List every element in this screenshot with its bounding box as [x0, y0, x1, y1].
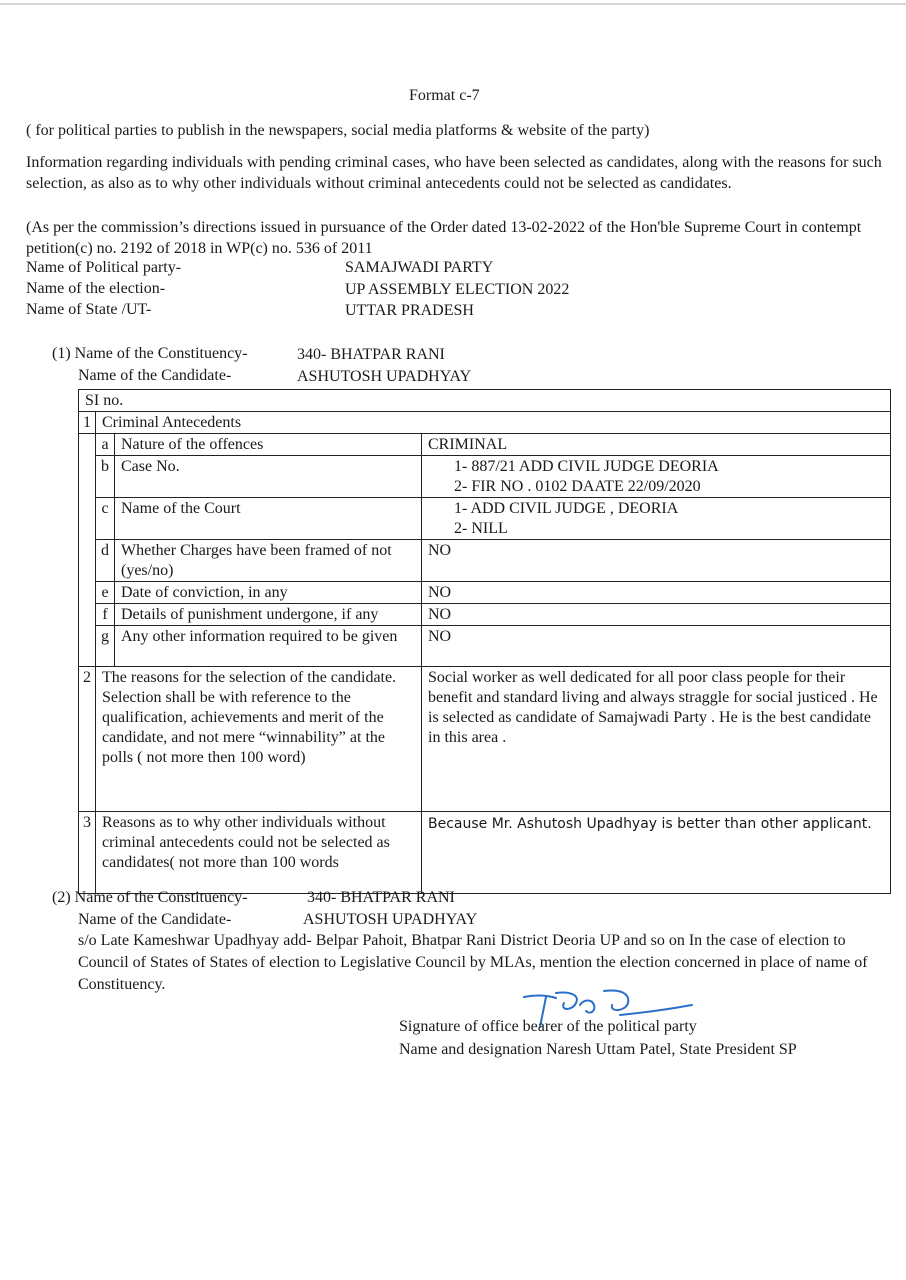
- list-item: 2- NILL: [454, 520, 508, 537]
- list-item: 1- ADD CIVIL JUDGE , DEORIA: [454, 500, 679, 517]
- table-row: [79, 412, 891, 434]
- row-letter: a: [96, 434, 115, 456]
- state-value: UTTAR PRADESH: [345, 302, 474, 319]
- state-label: Name of State /UT-: [26, 301, 152, 318]
- row-value: NO: [422, 626, 891, 667]
- table-row: [79, 667, 891, 812]
- table-row: [79, 604, 891, 626]
- constituency-value-2: 340- BHATPAR RANI: [307, 889, 455, 906]
- row-letter: b: [96, 456, 115, 498]
- table-row: [79, 434, 891, 456]
- section-title: Criminal Antecedents: [96, 412, 891, 434]
- row-letter: d: [96, 540, 115, 582]
- row-value: CRIMINAL: [422, 434, 891, 456]
- format-title: Format c-7: [409, 87, 480, 104]
- list-item: 1- 887/21 ADD CIVIL JUDGE DEORIA: [454, 458, 719, 475]
- list-item: 2- FIR NO . 0102 DAATE 22/09/2020: [454, 478, 701, 495]
- selection-reason-label: The reasons for the selection of the candidate. Selection shall be with reference to the qualification, achievements and merit of the candidate, and not mere “winnability” at the polls ( not more then 100 word): [96, 667, 422, 812]
- name-designation: Name and designation Naresh Uttam Patel, State President SP: [399, 1041, 797, 1058]
- table-row: [79, 626, 891, 667]
- table-header-row: [79, 390, 891, 412]
- party-label: Name of Political party-: [26, 259, 182, 276]
- election-label: Name of the election-: [26, 280, 166, 297]
- directions-paragraph: (As per the commission’s directions issued in pursuance of the Order dated 13-02-2022 of the Hon'ble Supreme Court in contempt petition(c) no. 2192 of 2018 in WP(c) no. 536 of 2011: [26, 219, 862, 257]
- others-reason-label: Reasons as to why other individuals without criminal antecedents could not be selected as candidates( not more than 100 words: [96, 812, 422, 894]
- purpose-note: ( for political parties to publish in the newspapers, social media platforms & website of the party): [26, 122, 650, 139]
- constituency-label-1: (1) Name of the Constituency-: [52, 345, 248, 362]
- row-number: 1: [79, 412, 96, 434]
- criminal-antecedents-table: [78, 389, 891, 894]
- row-letter: e: [96, 582, 115, 604]
- constituency-value-1: 340- BHATPAR RANI: [297, 346, 445, 363]
- row-value: NO: [422, 582, 891, 604]
- row-value: NO: [422, 604, 891, 626]
- information-paragraph: Information regarding individuals with pending criminal cases, who have been selected as candidates, along with the reasons for such selection, as also as to why other individuals without criminal antecedents could not be selected as candidates.: [26, 154, 882, 192]
- candidate-value-2: ASHUTOSH UPADHYAY: [303, 911, 478, 928]
- signature-label: Signature of office bearer of the political party: [399, 1018, 697, 1035]
- table-row: [79, 498, 891, 540]
- row-letter: g: [96, 626, 115, 667]
- court-list: [422, 498, 891, 540]
- others-reason-value: Because Mr. Ashutosh Upadhyay is better than other applicant.: [422, 812, 891, 894]
- row-label: Name of the Court: [115, 498, 422, 540]
- election-value: UP ASSEMBLY ELECTION 2022: [345, 281, 570, 298]
- sl-no-header: SI no.: [79, 390, 891, 412]
- row-number: 3: [79, 812, 96, 894]
- party-value: SAMAJWADI PARTY: [345, 259, 494, 276]
- candidate-label-1: Name of the Candidate-: [78, 367, 232, 384]
- table-row: [79, 582, 891, 604]
- row-letter: f: [96, 604, 115, 626]
- scan-edge-line: [0, 3, 906, 5]
- candidate-value-1: ASHUTOSH UPADHYAY: [297, 368, 472, 385]
- table-row: [79, 456, 891, 498]
- table-row: [79, 812, 891, 894]
- table-row: [79, 540, 891, 582]
- row-label: Details of punishment undergone, if any: [115, 604, 422, 626]
- row-letter: c: [96, 498, 115, 540]
- case-list: [422, 456, 891, 498]
- row-value: NO: [422, 540, 891, 582]
- row-label: Whether Charges have been framed of not (yes/no): [115, 540, 422, 582]
- row-number: 2: [79, 667, 96, 812]
- row-label: Nature of the offences: [115, 434, 422, 456]
- row-label: Date of conviction, in any: [115, 582, 422, 604]
- row-number-spacer: [79, 434, 96, 667]
- candidate-label-2: Name of the Candidate-: [78, 911, 232, 928]
- constituency-label-2: (2) Name of the Constituency-: [52, 889, 248, 906]
- row-label: Any other information required to be given: [115, 626, 422, 667]
- selection-reason-value: Social worker as well dedicated for all poor class people for their benefit and standard living and always straggle for social justiced . He is selected as candidate of Samajwadi Party . He is the best candidate in this area .: [422, 667, 891, 812]
- row-label: Case No.: [115, 456, 422, 498]
- address-paragraph: s/o Late Kameshwar Upadhyay add- Belpar Pahoit, Bhatpar Rani District Deoria UP and so on In the case of election to Council of States of States of election to Legislative Council by MLAs, mention the election concerned in place of name of Constituency.: [78, 932, 868, 993]
